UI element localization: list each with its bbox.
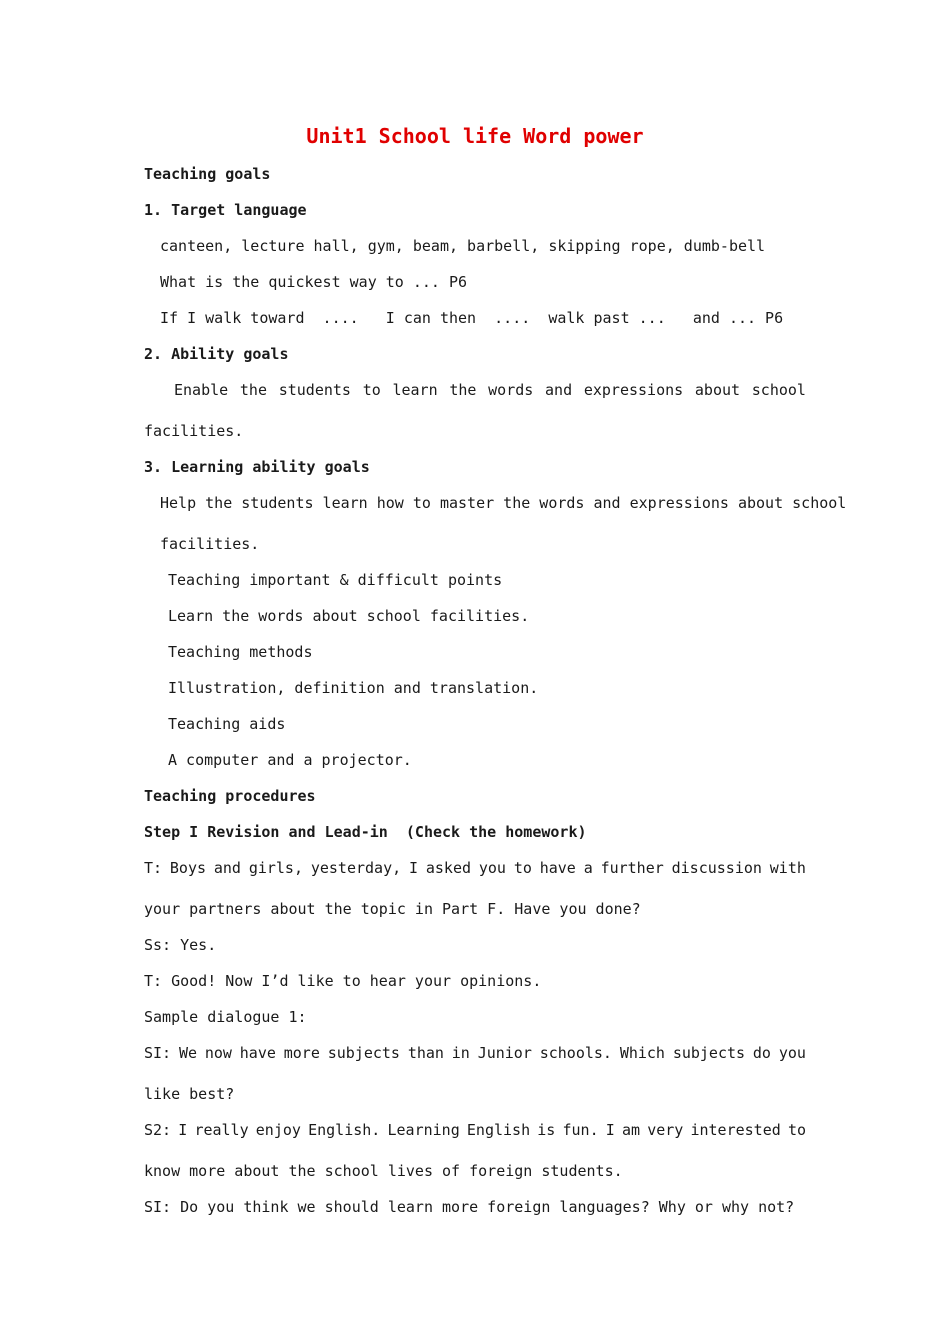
word: and xyxy=(213,859,241,877)
word: T: xyxy=(144,859,163,877)
word: subjects xyxy=(672,1044,746,1062)
dialogue-line: your partners about the topic in Part F. Have you done? xyxy=(144,900,641,918)
word: learn xyxy=(392,381,438,399)
word: now xyxy=(204,1044,232,1062)
target-language-line: What is the quickest way to ... P6 xyxy=(160,273,468,291)
word: schools. xyxy=(539,1044,612,1062)
ability-goals-line xyxy=(174,380,806,400)
word: asked xyxy=(425,859,472,877)
word: with xyxy=(769,859,806,877)
word: subjects xyxy=(327,1044,400,1062)
word: you xyxy=(778,1044,806,1062)
dialogue-line: Ss: Yes. xyxy=(144,936,217,954)
word: have xyxy=(239,1044,276,1062)
dialogue-line xyxy=(144,858,806,878)
word: I xyxy=(605,1121,615,1139)
teaching-aids-heading: Teaching aids xyxy=(168,715,286,733)
word: expressions xyxy=(583,381,684,399)
word: Boys xyxy=(169,859,207,877)
word: in xyxy=(451,1044,470,1062)
word: to xyxy=(362,381,381,399)
word: Junior xyxy=(477,1044,532,1062)
learning-ability-goals-line: Help the students learn how to master the words and expressions about school xyxy=(160,494,847,512)
word: discussion xyxy=(671,859,762,877)
word: to xyxy=(787,1121,806,1139)
word: I xyxy=(409,859,419,877)
word: SI: xyxy=(144,1044,172,1062)
dialogue-line: SI: Do you think we should learn more foreign languages? Why or why not? xyxy=(144,1198,795,1216)
word: Which xyxy=(619,1044,665,1062)
word: We xyxy=(178,1044,197,1062)
word: Enable xyxy=(174,381,229,399)
teaching-aids-text: A computer and a projector. xyxy=(168,751,412,769)
word: students xyxy=(278,381,351,399)
word: interested xyxy=(690,1121,781,1139)
step-1-heading: Step I Revision and Lead-in (Check the homework) xyxy=(144,823,587,841)
word: words xyxy=(488,381,534,399)
word: about xyxy=(694,381,741,399)
target-language-line: If I walk toward .... I can then .... walk past ... and ... P6 xyxy=(160,309,784,327)
dialogue-line xyxy=(144,1120,806,1140)
word: very xyxy=(647,1121,684,1139)
dialogue-line: like best? xyxy=(144,1085,235,1103)
target-language-heading: 1. Target language xyxy=(144,201,307,219)
word: fun. xyxy=(562,1121,599,1139)
word: I xyxy=(178,1121,188,1139)
important-points-heading: Teaching important & difficult points xyxy=(168,571,503,589)
word: have xyxy=(539,859,576,877)
word: Learning xyxy=(387,1121,460,1139)
word: you xyxy=(478,859,506,877)
word: to xyxy=(513,859,532,877)
dialogue-line xyxy=(144,1043,806,1063)
teaching-goals-heading: Teaching goals xyxy=(144,165,271,183)
dialogue-line: know more about the school lives of foreign students. xyxy=(144,1162,623,1180)
word: the xyxy=(239,381,267,399)
word: enjoy xyxy=(255,1121,301,1139)
word: than xyxy=(407,1044,444,1062)
word: S2: xyxy=(144,1121,172,1139)
word: further xyxy=(600,859,664,877)
document-title: Unit1 School life Word power xyxy=(306,124,644,148)
word: and xyxy=(545,381,573,399)
teaching-procedures-heading: Teaching procedures xyxy=(144,787,316,805)
word: a xyxy=(583,859,593,877)
teaching-methods-heading: Teaching methods xyxy=(168,643,313,661)
ability-goals-heading: 2. Ability goals xyxy=(144,345,289,363)
word: is xyxy=(537,1121,556,1139)
word: English. xyxy=(308,1121,381,1139)
ability-goals-line: facilities. xyxy=(144,422,244,440)
dialogue-line: T: Good! Now I’d like to hear your opinions. xyxy=(144,972,542,990)
word: yesterday, xyxy=(310,859,402,877)
sample-dialogue-label: Sample dialogue 1: xyxy=(144,1008,307,1026)
target-language-line: canteen, lecture hall, gym, beam, barbell, skipping rope, dumb-bell xyxy=(160,237,766,255)
word: more xyxy=(283,1044,320,1062)
word: do xyxy=(752,1044,771,1062)
word: English xyxy=(466,1121,531,1139)
word: really xyxy=(194,1121,249,1139)
word: school xyxy=(751,381,806,399)
important-points-text: Learn the words about school facilities. xyxy=(168,607,530,625)
learning-ability-goals-heading: 3. Learning ability goals xyxy=(144,458,370,476)
teaching-methods-text: Illustration, definition and translation. xyxy=(168,679,539,697)
word: girls, xyxy=(248,859,303,877)
word: am xyxy=(621,1121,641,1139)
word: the xyxy=(449,381,477,399)
learning-ability-goals-line: facilities. xyxy=(160,535,260,553)
